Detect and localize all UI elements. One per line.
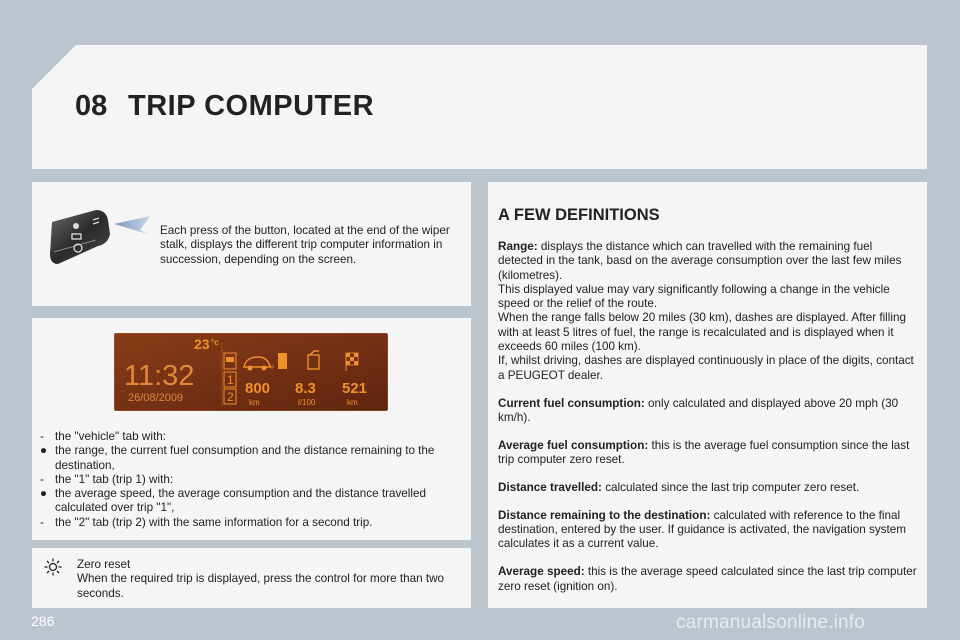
definition-text: displays the distance which can travelled with the remaining fuel detected in the tank, basd on the average consumption over the last few miles (kilometres).	[498, 240, 902, 282]
definition-term: Range:	[498, 240, 538, 253]
definition-term: Average speed:	[498, 565, 585, 579]
list-item-text: the average speed, the average consumption and the distance travelled calculated over trip "1",	[55, 487, 427, 515]
definition-average-consumption	[498, 439, 918, 468]
definition-text: this is the average fuel consumption since the last trip computer zero reset.	[498, 438, 910, 467]
list-marker: -	[40, 472, 44, 486]
list-item	[40, 444, 464, 473]
clock-readout: 11:32	[124, 360, 195, 392]
list-item	[40, 473, 464, 487]
tabs-list	[40, 430, 464, 530]
list-item	[40, 516, 464, 530]
list-item-text: the "2" tab (trip 2) with the same information for a second trip.	[55, 515, 373, 529]
temperature-readout: 23	[194, 336, 210, 352]
consumption-value: 8.3	[295, 380, 316, 397]
zero-reset-title: Zero reset	[77, 558, 131, 571]
list-item-text: the "vehicle" tab with:	[55, 430, 166, 443]
definition-text: When the range falls below 20 miles (30 km), dashes are displayed. After filling with at least 5 litres of fuel, the range is recalculated and is displayed when it exceeds 60 miles (100 km).	[498, 311, 906, 354]
definition-distance-travelled	[498, 481, 918, 495]
vehicle-tab-glyph	[226, 357, 234, 362]
list-marker: ●	[40, 487, 48, 501]
wiper-stalk-icon	[48, 200, 158, 270]
definitions-title: A FEW DEFINITIONS	[498, 206, 660, 224]
distance-unit: km	[347, 398, 358, 407]
page-number: 286	[31, 613, 55, 629]
definition-average-speed	[498, 565, 918, 594]
consumption-unit: l/100	[298, 398, 316, 407]
list-item	[40, 430, 464, 444]
car-wheel-rear	[262, 366, 267, 371]
distance-value: 521	[342, 380, 368, 397]
zero-reset-text: When the required trip is displayed, press the control for more than two seconds.	[77, 572, 445, 600]
definition-text: This displayed value may vary significantly following a change in the vehicle speed or the relief of the route.	[498, 282, 890, 311]
definition-term: Distance remaining to the destination:	[498, 508, 711, 522]
chapter-number: 08	[75, 90, 108, 122]
definition-text: If, whilst driving, dashes are displayed continuously in place of the digits, contact a PEUGEOT dealer.	[498, 354, 914, 382]
tip-sun-icon	[44, 558, 62, 576]
watermark: carmanualsonline.info	[676, 612, 866, 633]
date-readout: 26/08/2009	[128, 392, 184, 404]
definition-term: Current fuel consumption:	[498, 396, 645, 410]
definition-text: calculated since the last trip computer zero reset.	[605, 480, 860, 494]
trip-2-tab-label: 2	[227, 390, 234, 404]
list-marker: ●	[40, 444, 48, 458]
fuel-pump-icon	[278, 353, 287, 369]
definition-text: calculated with reference to the final destination, entered by the user. If guidance is activated, the navigation system calculates it as a current value.	[498, 508, 907, 551]
definitions-list	[498, 240, 918, 608]
definition-range	[498, 240, 918, 383]
car-wheel-front	[248, 366, 253, 371]
intro-text: Each press of the button, located at the end of the wiper stalk, displays the different trip computer information in succession, depending on the screen.	[160, 224, 450, 266]
definition-distance-remaining	[498, 509, 918, 552]
list-item	[40, 487, 464, 516]
temperature-unit: °c	[211, 338, 219, 347]
definition-term: Distance travelled:	[498, 480, 602, 494]
trip-1-tab-label: 1	[227, 373, 234, 387]
definition-term: Average fuel consumption:	[498, 438, 649, 452]
range-arrows-icon: »	[270, 362, 275, 371]
definition-text: this is the average speed calculated since the last trip computer zero reset (ignition on).	[498, 565, 917, 593]
list-item-text: the range, the current fuel consumption and the distance remaining to the destination,	[55, 444, 435, 472]
list-marker: -	[40, 430, 44, 443]
definition-current-consumption	[498, 397, 918, 426]
range-value: 800	[245, 380, 271, 397]
definition-text: only calculated and displayed above 20 mph (30 km/h).	[498, 396, 899, 424]
zero-reset-note	[77, 558, 462, 601]
multifunction-display	[114, 333, 388, 411]
list-item-text: the "1" tab (trip 1) with:	[55, 472, 174, 486]
list-marker: -	[40, 515, 44, 529]
page-title: TRIP COMPUTER	[128, 90, 375, 122]
range-unit: km	[249, 398, 260, 407]
